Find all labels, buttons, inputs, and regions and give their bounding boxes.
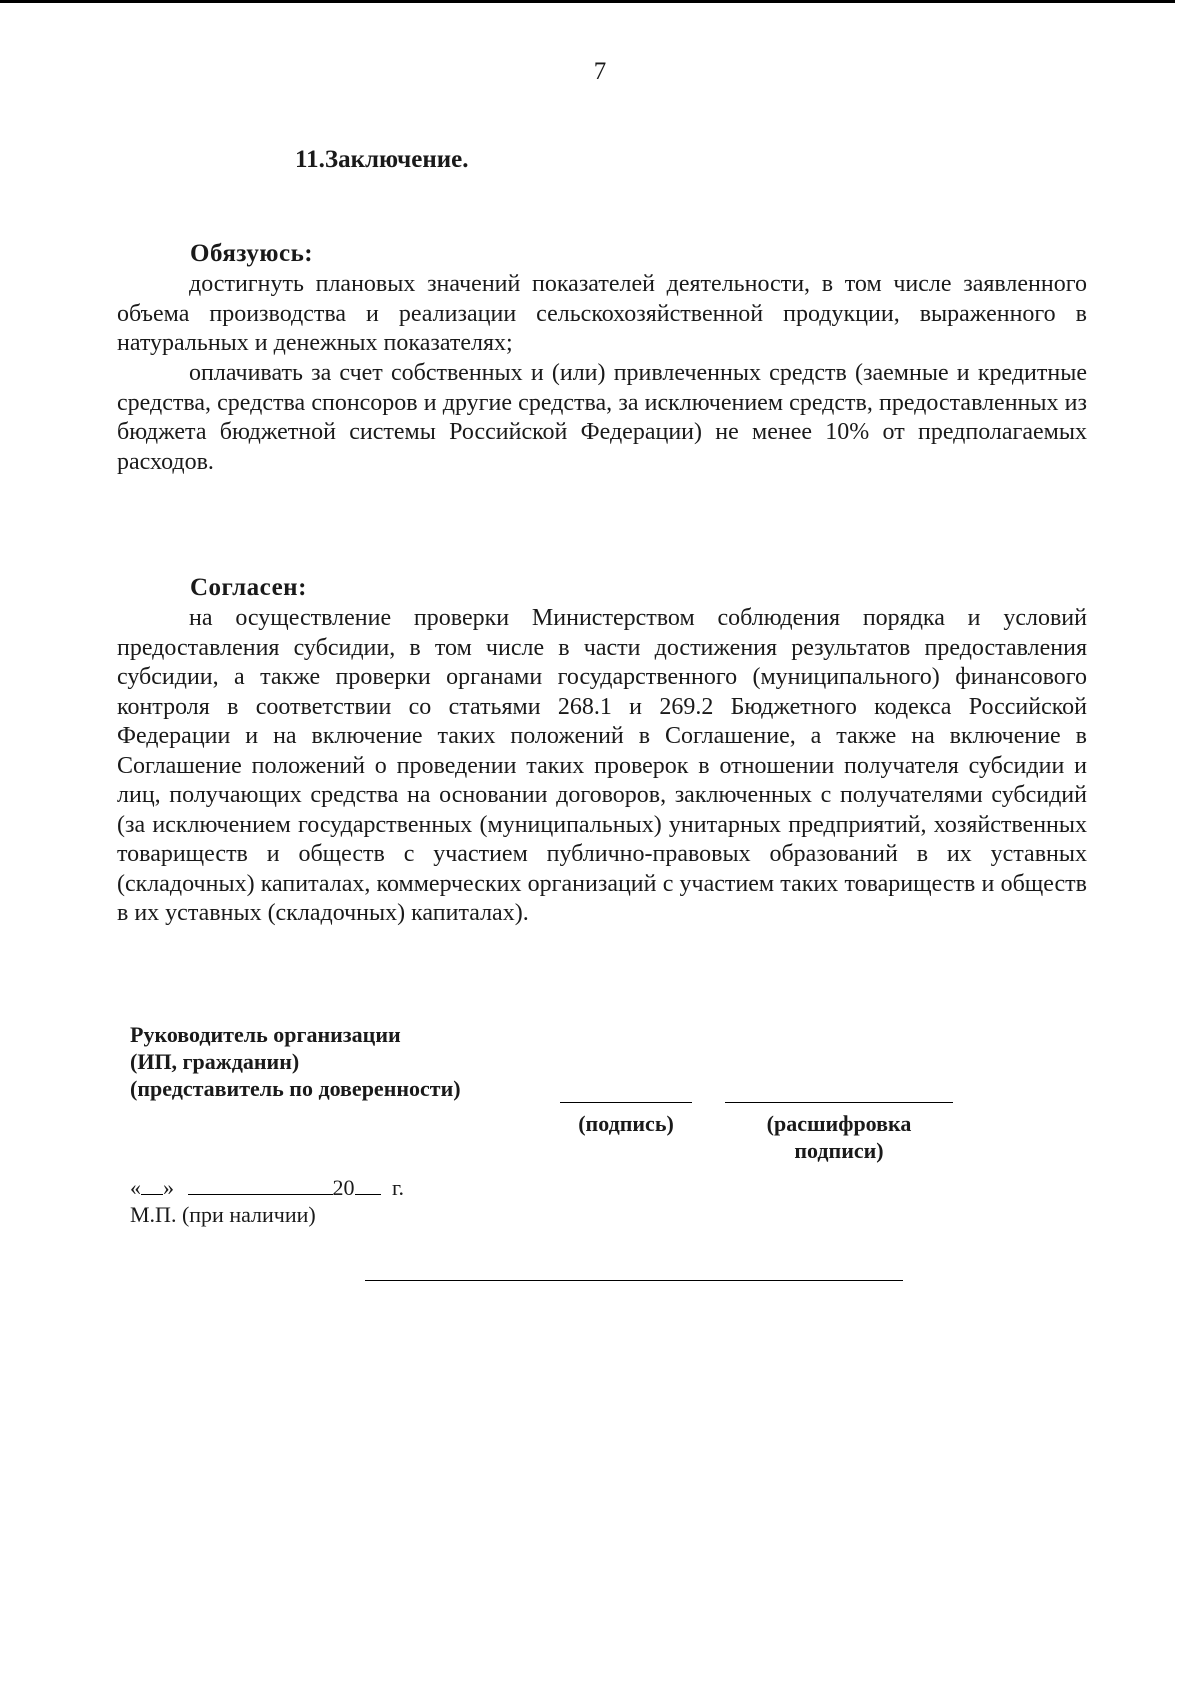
date-line [130, 1174, 404, 1201]
commit-heading: Обязуюсь: [190, 240, 314, 267]
date-open-quote: « [130, 1175, 141, 1200]
signature-caption: (подпись) [578, 1111, 674, 1136]
date-month-blank [188, 1174, 333, 1195]
consent-heading: Согласен: [190, 574, 307, 601]
commit-item-2: оплачивать за счет собственных и (или) привлеченных средств (заемные и кредитные средства, средства спонсоров и другие средства, за исключением средств, предоставленных из бюджета бюджетной системы Российской Федерации) не менее 10% от предполагаемых расходов. [117, 360, 1087, 475]
signature-decode-caption-line-2: подписи) [794, 1138, 884, 1163]
date-day-blank [141, 1174, 163, 1195]
date-year-suffix: г. [392, 1175, 405, 1200]
document-end-line [365, 1280, 903, 1281]
page-number: 7 [593, 58, 607, 85]
date-close-quote: » [163, 1175, 174, 1200]
date-year-blank [355, 1174, 381, 1195]
signature-line [560, 1102, 692, 1103]
signatory-label-line-1: Руководитель организации [130, 1022, 401, 1047]
stamp-label: М.П. (при наличии) [130, 1202, 316, 1227]
date-year-prefix: 20 [332, 1175, 355, 1200]
section-title: 11.Заключение. [295, 146, 469, 173]
signatory-label-line-2: (ИП, гражданин) [130, 1049, 300, 1074]
signatory-label [130, 1021, 461, 1102]
signature-decode-caption-line-1: (расшифровка [766, 1111, 912, 1136]
signature-decode-line [725, 1102, 953, 1103]
consent-text: на осуществление проверки Министерством соблюдения порядка и условий предоставления субсидии, в том числе в части достижения результатов предоставления субсидии, а также проверки органами государственного (муниципального) финансового контроля в соответствии со статьями 268.1 и 269.2 Бюджетного кодекса Российской Федерации и на включение таких положений в Соглашение, а также на включение в Соглашение положений о проведении таких проверок в отношении получателя субсидии и лиц, получающих средства на основании договоров, заключенных с получателями субсидий (за исключением государственных (муниципальных) унитарных предприятий, хозяйственных товариществ и обществ с участием публично-правовых образований в их уставных (складочных) капиталах, коммерческих организаций с участием таких товариществ и обществ в их уставных (складочных) капиталах). [117, 605, 1087, 926]
signature-decode-caption [725, 1110, 953, 1164]
commit-item-1: достигнуть плановых значений показателей деятельности, в том числе заявленного объема производства и реализации сельскохозяйственной продукции, выраженного в натуральных и денежных показателях; [117, 271, 1087, 356]
page-top-border [0, 0, 1175, 3]
signatory-label-line-3: (представитель по доверенности) [130, 1076, 461, 1101]
